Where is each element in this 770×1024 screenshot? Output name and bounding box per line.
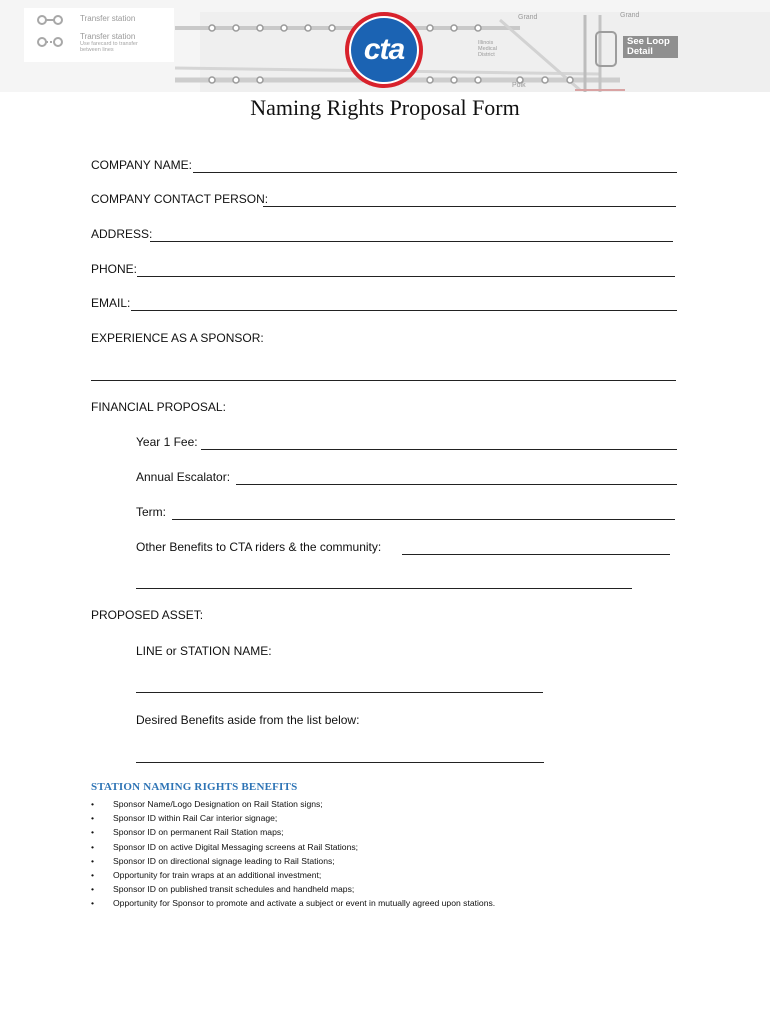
cta-logo [345,12,423,88]
company-name-label: COMPANY NAME: [91,158,192,172]
bullet: • [91,898,95,909]
bullet: • [91,841,95,852]
benefit-text: Opportunity for train wraps at an additional investment; [113,869,322,880]
map-legend [24,8,174,62]
other-benefits-line-2[interactable] [136,588,632,589]
other-benefits-line[interactable] [402,554,670,555]
benefit-text: Sponsor ID on published transit schedules and handheld maps; [113,884,355,895]
legend-label [80,32,150,53]
email-label: EMAIL: [91,296,131,310]
map-label-grand: Grand [620,12,640,19]
benefit-text: Sponsor ID within Rail Car interior signage; [113,813,278,824]
map-label-grand: Grand [518,14,538,21]
experience-label: EXPERIENCE AS A SPONSOR: [91,331,264,345]
financial-proposal-label: FINANCIAL PROPOSAL: [91,400,226,414]
address-line[interactable] [150,241,673,242]
legend-label-text: Transfer station [80,32,136,41]
map-label-polk: Polk [512,82,526,89]
benefit-text: Sponsor ID on active Digital Messaging screens at Rail Stations; [113,841,359,852]
bullet: • [91,855,95,866]
company-contact-line[interactable] [263,206,676,207]
benefit-text: Sponsor ID on directional signage leading to Rail Stations; [113,855,335,866]
company-contact-label: COMPANY CONTACT PERSON: [91,192,269,206]
other-benefits-label: Other Benefits to CTA riders & the community: [136,540,382,554]
phone-label: PHONE: [91,262,138,276]
year1-fee-label: Year 1 Fee: [136,435,198,449]
term-label: Term: [136,505,166,519]
annual-escalator-line[interactable] [236,484,677,485]
header-map-banner [0,0,770,92]
benefits-heading: STATION NAMING RIGHTS BENEFITS [91,781,298,793]
bullet: • [91,827,95,838]
desired-benefits-line[interactable] [136,762,544,763]
desired-benefits-label: Desired Benefits aside from the list below: [136,713,360,727]
bullet: • [91,799,95,809]
legend-note: Use farecard to transfer between lines [80,41,138,53]
email-line[interactable] [131,310,677,311]
annual-escalator-label: Annual Escalator: [136,470,231,484]
company-name-line[interactable] [193,172,677,173]
map-label-illinois-medical-district: Illinois Medical District [478,40,497,58]
proposed-asset-label: PROPOSED ASSET: [91,608,204,622]
see-loop-detail-box: See Loop Detail [623,36,678,58]
page-title: Naming Rights Proposal Form [250,95,520,120]
benefit-text: Sponsor ID on permanent Rail Station maps; [113,827,284,838]
line-or-station-label: LINE or STATION NAME: [136,644,272,658]
term-line[interactable] [172,519,675,520]
experience-line[interactable] [91,380,676,381]
transfer-link-icon [36,14,66,26]
cta-logo-text: cta [349,16,419,84]
address-label: ADDRESS: [91,227,153,241]
line-or-station-line[interactable] [136,692,543,693]
year1-fee-line[interactable] [201,449,677,450]
legend-label: Transfer station [80,14,136,23]
bullet: • [91,813,95,824]
bullet: • [91,869,95,880]
bullet: • [91,884,95,895]
phone-line[interactable] [137,276,675,277]
benefit-text: Sponsor Name/Logo Designation on Rail Station signs; [113,799,323,809]
transfer-link-icon [36,36,66,48]
benefit-text: Opportunity for Sponsor to promote and activate a subject or event in mutually agreed upon stations. [113,898,496,909]
